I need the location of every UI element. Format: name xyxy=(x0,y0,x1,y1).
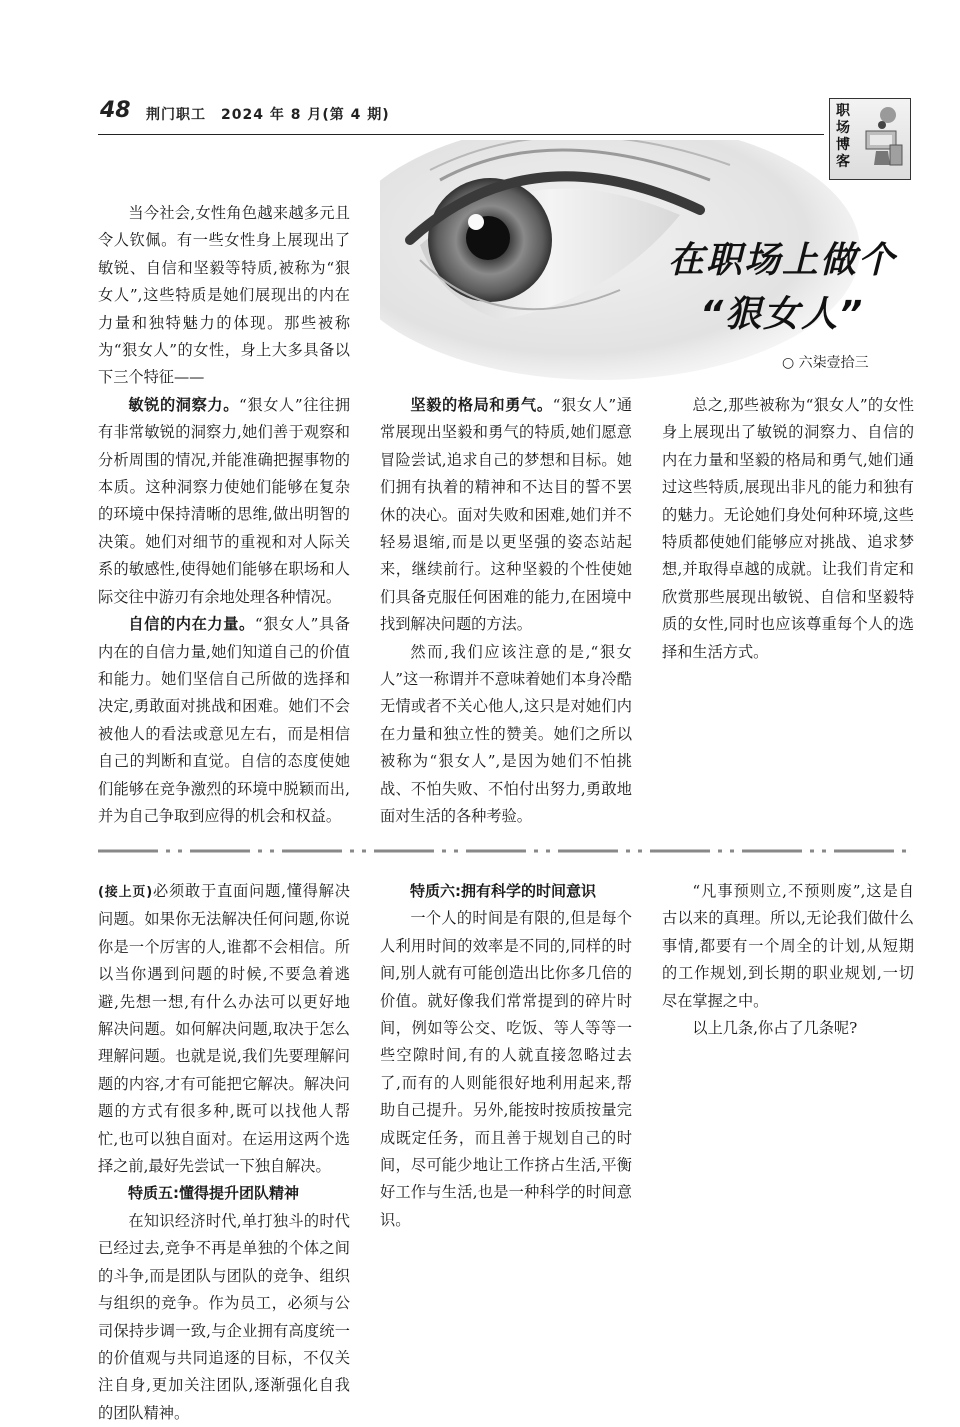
conclusion-paragraph: 总之,那些被称为“狠女人”的女性身上展现出了敏锐的洞察力、自信的内在力量和坚毅的格局和勇气,她们通过这些特质,展现出非凡的能力和独有的魅力。无论她们身处何种环境,这些特质都使她们能够应对挑战、追求梦想,并取得卓越的成就。让我们肯定和欣赏那些展现出敏锐、自信和坚毅特质的女性,同时也应该尊重每个人的选择和生活方式。 xyxy=(662,396,914,661)
continued-column-3 xyxy=(662,878,914,1042)
intro-paragraph: 当今社会,女性角色越来越多元且令人钦佩。有一些女性身上展现出了敏锐、自信和坚毅等特质,被称为“狠女人”,这些特质是她们展现出的内在力量和独特魅力的体现。那些被称为“狠女人”的女性，身上大多具备以下三个特征—— xyxy=(98,204,350,387)
article-column-1 xyxy=(98,200,350,830)
page-number: 48 xyxy=(100,98,131,123)
trait3-paragraph xyxy=(380,392,632,639)
article-author: ○ 六柒壹拾三 xyxy=(782,355,869,371)
trait3-heading: 坚毅的格局和勇气。 xyxy=(410,396,553,414)
trait1-heading: 敏锐的洞察力。 xyxy=(128,395,240,414)
trait2-heading: 自信的内在力量。 xyxy=(128,615,255,634)
trait5-paragraph: 在知识经济时代,单打独斗的时代已经过去,竞争不再是单独的个体之间的斗争,而是团队与团队的竞争、组织与组织的竞争。作为员工，必须与公司保持步调一致,与企业拥有高度统一的价值观与共同追逐的目标，不仅关注自身,更加关注团队,逐渐强化自我的团队精神。 xyxy=(98,1211,350,1422)
continued-paragraph: (接上页)必须敢于直面问题,懂得解决问题。如果你无法解决任何问题,你说你是一个厉害的人,谁都不会相信。所以当你遇到问题的时候,不要急着逃避,先想一想,有什么办法可以更好地解决问题。如何解决问题,取决于怎么理解问题。也就是说,我们先要理解问题的内容,才有可能把它解决。解决问题的方式有很多种,既可以找他人帮忙,也可以独自面对。在运用这两个选择之前,最好先尝试一下独自解决。 xyxy=(98,882,350,1176)
trait1-paragraph xyxy=(98,392,350,611)
trait3-text: “狠女人”通常展现出坚毅和勇气的特质,她们愿意冒险尝试,追求自己的梦想和目标。她们拥有执着的精神和不达目的誓不罢休的决心。面对失败和困难,她们并不轻易退缩,而是以更坚强的姿态站起来，继续前行。这种坚毅的个性使她们具备克服任何困难的能力,在困境中找到解决问题的方法。 xyxy=(380,396,632,634)
trait2-text: “狠女人”具备内在的自信力量,她们知道自己的价值和能力。她们坚信自己所做的选择和决定,勇敢面对挑战和困难。她们不会被他人的看法或意见左右，而是相信自己的判断和直觉。自信的态度使她们能够在竞争激烈的环境中脱颖而出,并为自己争取到应得的机会和权益。 xyxy=(98,615,350,825)
continued-marker: (接上页) xyxy=(98,885,153,900)
trait1-text: “狠女人”往往拥有非常敏锐的洞察力,她们善于观察和分析周围的情况,并能准确把握事物的本质。这种洞察力使她们能够在复杂的环境中保持清晰的思维,做出明智的决策。她们对细节的重视和对人际关系的敏感性,使得她们能够在职场和人际交往中游刃有余地处理各种情况。 xyxy=(98,395,351,606)
trait6-paragraph: 一个人的时间是有限的,但是每个人利用时间的效率是不同的,同样的时间,别人就有可能创造出比你多几倍的价值。就好像我们常常提到的碎片时间，例如等公交、吃饭、等人等等一些空隙时间,有的人就直接忽略过去了,而有的人则能很好地利用起来,帮助自己提升。另外,能按时按质按量完成既定任务，而且善于规划自己的时间，尽可能少地让工作挤占生活,平衡好工作与生活,也是一种科学的时间意识。 xyxy=(380,909,632,1229)
header-rule xyxy=(98,134,824,135)
continued-column-2 xyxy=(380,878,632,1234)
article-title-line1: 在职场上做个 xyxy=(668,240,897,281)
proverb-paragraph: “凡事预则立,不预则废”,这是自古以来的真理。所以,无论我们做什么事情,都要有一个周全的计划,从短期的工作规划,到长期的职业规划,一切尽在掌握之中。 xyxy=(662,882,914,1010)
closing-question: 以上几条,你占了几条呢? xyxy=(692,1019,858,1038)
section-divider xyxy=(98,848,910,854)
trait5-heading: 特质五:懂得提升团队精神 xyxy=(128,1184,299,1203)
however-paragraph: 然而,我们应该注意的是,“狠女人”这一称谓并不意味着她们本身冷酷无情或者不关心他人,这只是对她们内在力量和独立性的赞美。她们之所以被称为“狠女人”,是因为她们不怕挑战、不怕失败、不怕付出努力,勇敢地面对生活的各种考验。 xyxy=(380,642,632,824)
article-title-line2: “狠女人” xyxy=(700,294,865,335)
column-label: 职场博客 xyxy=(836,103,850,170)
trait2-paragraph xyxy=(98,611,350,830)
trait6-heading: 特质六:拥有科学的时间意识 xyxy=(410,882,596,900)
publication-info: 荆门职工 2024 年 8 月(第 4 期) xyxy=(146,107,390,123)
article-column-3 xyxy=(662,392,914,666)
article-column-2 xyxy=(380,392,632,824)
continued-column-1 xyxy=(98,878,350,1427)
